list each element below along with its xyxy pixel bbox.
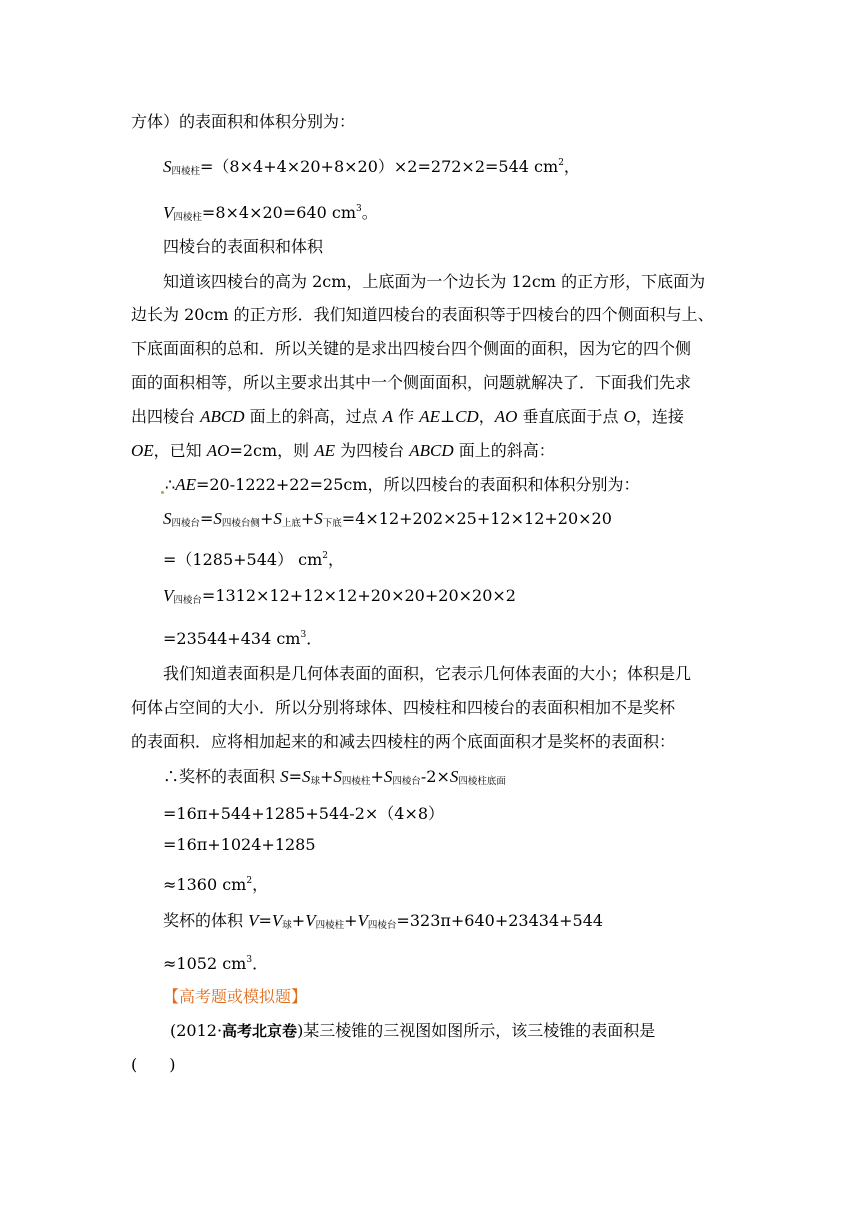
section-title: 四棱台的表面积和体积 [163,237,324,256]
formula-line: ≈1360 $cm^2$， [163,875,269,894]
paragraph-line: 何体占空间的大小．所以分别将球体、四棱柱和四棱台的表面积相加不是奖杯 [131,698,676,717]
question-line: (2012·高考北京卷)某三棱锥的三视图如图所示，该三棱锥的表面积是 [170,1021,656,1040]
paragraph-line: 出四棱台 ABCD 面上的斜高，过点 A 作 AE⊥CD，AO 垂直底面于点 O，连接 [131,407,684,426]
paragraph-line: OE，已知 AO=2cm，则 AE 为四棱台 ABCD 面上的斜高： [131,441,555,460]
formula-line: =16π+1024+1285 [163,835,316,854]
paragraph-line: 知道该四棱台的高为 2cm，上底面为一个边长为 12cm 的正方形，下底面为 [163,272,706,291]
section-heading: 【高考题或模拟题】 [163,987,308,1006]
paragraph-line: 的表面积．应将相加起来的和减去四棱柱的两个底面面积才是奖杯的表面积： [131,732,676,751]
paragraph-line: 面的面积相等，所以主要求出其中一个侧面面积，问题就解决了．下面我们先求 [131,373,692,392]
paragraph-line: 我们知道表面积是几何体表面的面积，它表示几何体表面的大小；体积是几 [163,664,692,683]
formula-volume-prism: $V_{四棱柱}=8\times 4\times 20=640$ $cm^3$。 [163,203,378,223]
formula-line: =23544+434 $cm^3$． [163,629,323,648]
formula-line: =（1285+544） $cm^2$， [163,550,345,569]
anchor-mark-icon [161,491,164,494]
formula-surface-prism: $S_{四棱柱}=(8\times 4+4\times 20+8\times 20)\times 2=272\times 2=544$ $cm^2$， [163,157,580,177]
formula-surface-frustum: $S_{四棱台}=S_{四棱台侧}+S_{上底}+S_{下底}=4\times 12+202\times 25+12\times 12+20\times 20$ [163,509,612,529]
text-line: 方体）的表面积和体积分别为： [131,112,356,131]
formula-volume-frustum: $V_{四棱台}=1312\times 12+12\times 12+20\times 20+20\times 20\times 2$ [163,586,516,606]
paragraph-line: 下底面面积的总和．所以关键的是求出四棱台四个侧面的面积，因为它的四个侧 [131,339,692,358]
formula-trophy-surface: ∴奖杯的表面积 $S=S_球+S_{四棱柱}+S_{四棱台}-2\times S_{四棱柱底面}$ [163,767,506,787]
formula-slant-height: ∴AE=20-1222+22=25cm，所以四棱台的表面积和体积分别为： [160,475,640,497]
formula-line: =16π+544+1285+544-2×（4×8） [163,804,445,823]
formula-trophy-volume: 奖杯的体积 $V=V_球+V_{四棱柱}+V_{四棱台}=323\pi+640+23434+544$ [163,911,604,931]
paragraph-line: 边长为 20cm 的正方形．我们知道四棱台的表面积等于四棱台的四个侧面积与上、 [131,305,714,324]
formula-line: ≈1052 $cm^3$． [163,954,269,973]
answer-blank: ( ) [131,1055,176,1074]
